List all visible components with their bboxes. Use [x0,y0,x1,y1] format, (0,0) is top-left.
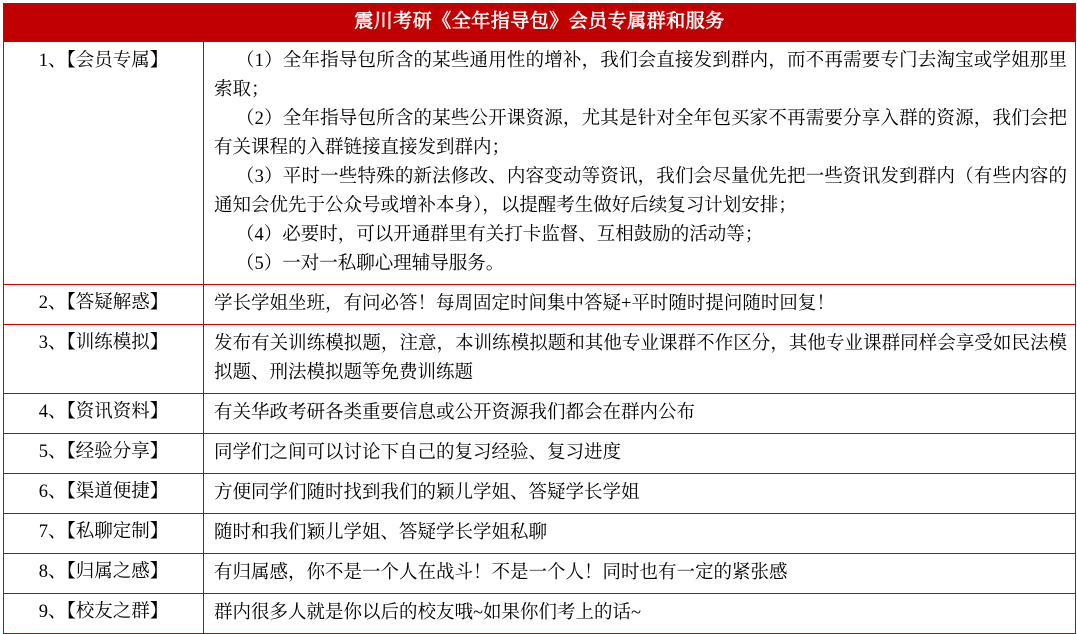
row-content [204,394,1076,434]
row-content [204,434,1076,474]
table-row [4,594,1076,634]
content-line: （3）平时一些特殊的新法修改、内容变动等资讯，我们会尽量优先把一些资讯发到群内（有些内容的通知会优先于公众号或增补本身），以提醒考生做好后续复习计划安排； [214,167,1067,216]
content-line: 有关华政考研各类重要信息或公开资源我们都会在群内公布 [214,403,696,423]
table-row [4,394,1076,434]
table-row [4,474,1076,514]
content-line: 方便同学们随时找到我们的颖儿学姐、答疑学长学姐 [214,483,640,503]
row-label: 7、【私聊定制】 [4,514,204,554]
table-row [4,285,1076,325]
row-content [204,474,1076,514]
row-content [204,325,1076,394]
content-line: 群内很多人就是你以后的校友哦~如果你们考上的话~ [214,603,642,623]
row-content [204,42,1076,285]
row-content [204,554,1076,594]
table-row [4,434,1076,474]
content-line: （2）全年指导包所含的某些公开课资源，尤其是针对全年包买家不再需要分享入群的资源，我们会把有关课程的入群链接直接发到群内； [214,109,1067,158]
content-line: （5）一对一私聊心理辅导服务。 [236,254,505,274]
row-label: 3、【训练模拟】 [4,325,204,394]
table-row [4,42,1076,285]
content-line: 有归属感，你不是一个人在战斗！不是一个人！同时也有一定的紧张感 [214,563,788,583]
row-label: 1、【会员专属】 [4,42,204,285]
row-label: 8、【归属之感】 [4,554,204,594]
table-title-row [4,4,1076,42]
content-line: （4）必要时，可以开通群里有关打卡监督、互相鼓励的活动等； [236,225,764,245]
table-row [4,554,1076,594]
document-page [0,3,1077,623]
row-label: 4、【资讯资料】 [4,394,204,434]
document-title: 震川考研《全年指导包》会员专属群和服务 [4,4,1076,42]
content-line: （1）全年指导包所含的某些通用性的增补，我们会直接发到群内，而不再需要专门去淘宝或学姐那里索取； [214,51,1067,100]
content-line: 发布有关训练模拟题，注意，本训练模拟题和其他专业课群不作区分，其他专业课群同样会享受如民法模拟题、刑法模拟题等免费训练题 [214,334,1067,383]
membership-services-table [3,3,1076,634]
row-content [204,594,1076,634]
row-label: 2、【答疑解惑】 [4,285,204,325]
content-line: 随时和我们颖儿学姐、答疑学长学姐私聊 [214,523,548,543]
row-label: 5、【经验分享】 [4,434,204,474]
row-label: 9、【校友之群】 [4,594,204,634]
content-line: 同学们之间可以讨论下自己的复习经验、复习进度 [214,443,622,463]
content-line: 学长学姐坐班，有问必答！每周固定时间集中答疑+平时随时提问随时回复！ [214,294,835,314]
table-body [4,4,1076,634]
row-content [204,285,1076,325]
row-label: 6、【渠道便捷】 [4,474,204,514]
table-row [4,325,1076,394]
